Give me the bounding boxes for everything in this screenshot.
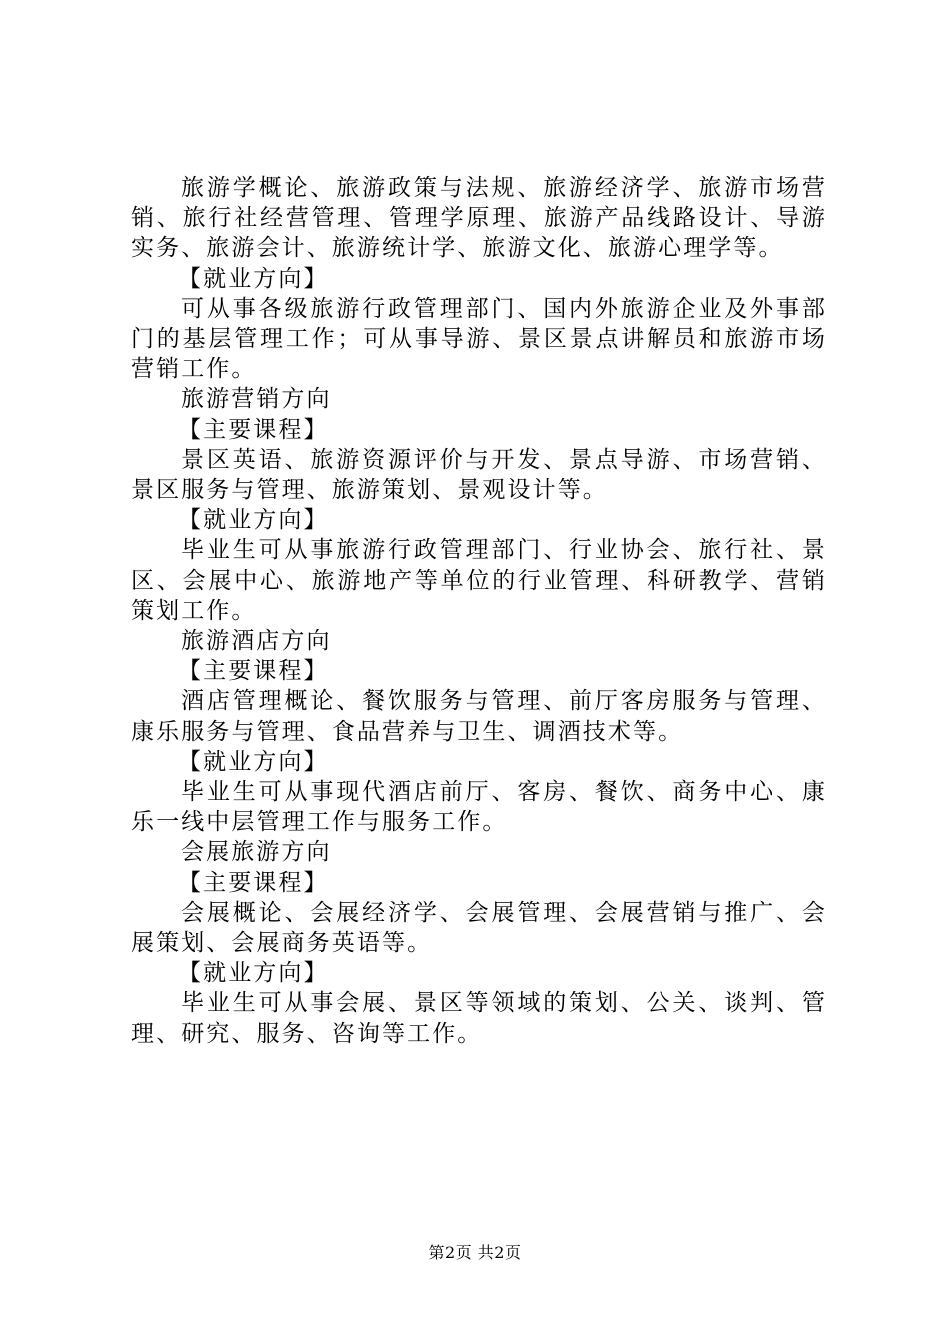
section-heading-convention-tourism: 会展旅游方向 bbox=[181, 839, 332, 866]
page-footer: 第2页 共2页 bbox=[428, 1243, 522, 1262]
section-heading-tourism-marketing: 旅游营销方向 bbox=[181, 386, 332, 413]
section-heading-tourism-hotel: 旅游酒店方向 bbox=[181, 628, 332, 655]
course-list-paragraph: 酒店管理概论、餐饮服务与管理、前厅客房服务与管理、康乐服务与管理、食品营养与卫生、调酒技术等。 bbox=[131, 688, 827, 745]
course-list-paragraph: 景区英语、旅游资源评价与开发、景点导游、市场营销、景区服务与管理、旅游策划、景观设计等。 bbox=[131, 446, 827, 504]
employment-direction-label: 【就业方向】 bbox=[178, 748, 329, 775]
employment-paragraph: 毕业生可从事会展、景区等领域的策划、公关、谈判、管理、研究、服务、咨询等工作。 bbox=[131, 990, 827, 1047]
main-courses-label: 【主要课程】 bbox=[178, 416, 329, 443]
main-courses-label: 【主要课程】 bbox=[178, 869, 329, 896]
employment-direction-label: 【就业方向】 bbox=[178, 265, 329, 292]
employment-direction-label: 【就业方向】 bbox=[178, 960, 329, 987]
document-body bbox=[131, 173, 827, 1049]
employment-paragraph: 可从事各级旅游行政管理部门、国内外旅游企业及外事部门的基层管理工作；可从事导游、景区景点讲解员和旅游市场营销工作。 bbox=[131, 295, 827, 383]
main-courses-label: 【主要课程】 bbox=[178, 658, 329, 685]
employment-direction-label: 【就业方向】 bbox=[178, 507, 329, 534]
course-list-paragraph: 旅游学概论、旅游政策与法规、旅游经济学、旅游市场营销、旅行社经营管理、管理学原理、旅游产品线路设计、导游实务、旅游会计、旅游统计学、旅游文化、旅游心理学等。 bbox=[131, 175, 827, 262]
course-list-paragraph: 会展概论、会展经济学、会展管理、会展营销与推广、会展策划、会展商务英语等。 bbox=[131, 899, 827, 957]
employment-paragraph: 毕业生可从事现代酒店前厅、客房、餐饮、商务中心、康乐一线中层管理工作与服务工作。 bbox=[131, 779, 827, 836]
employment-paragraph: 毕业生可从事旅游行政管理部门、行业协会、旅行社、景区、会展中心、旅游地产等单位的行业管理、科研教学、营销策划工作。 bbox=[131, 537, 827, 624]
